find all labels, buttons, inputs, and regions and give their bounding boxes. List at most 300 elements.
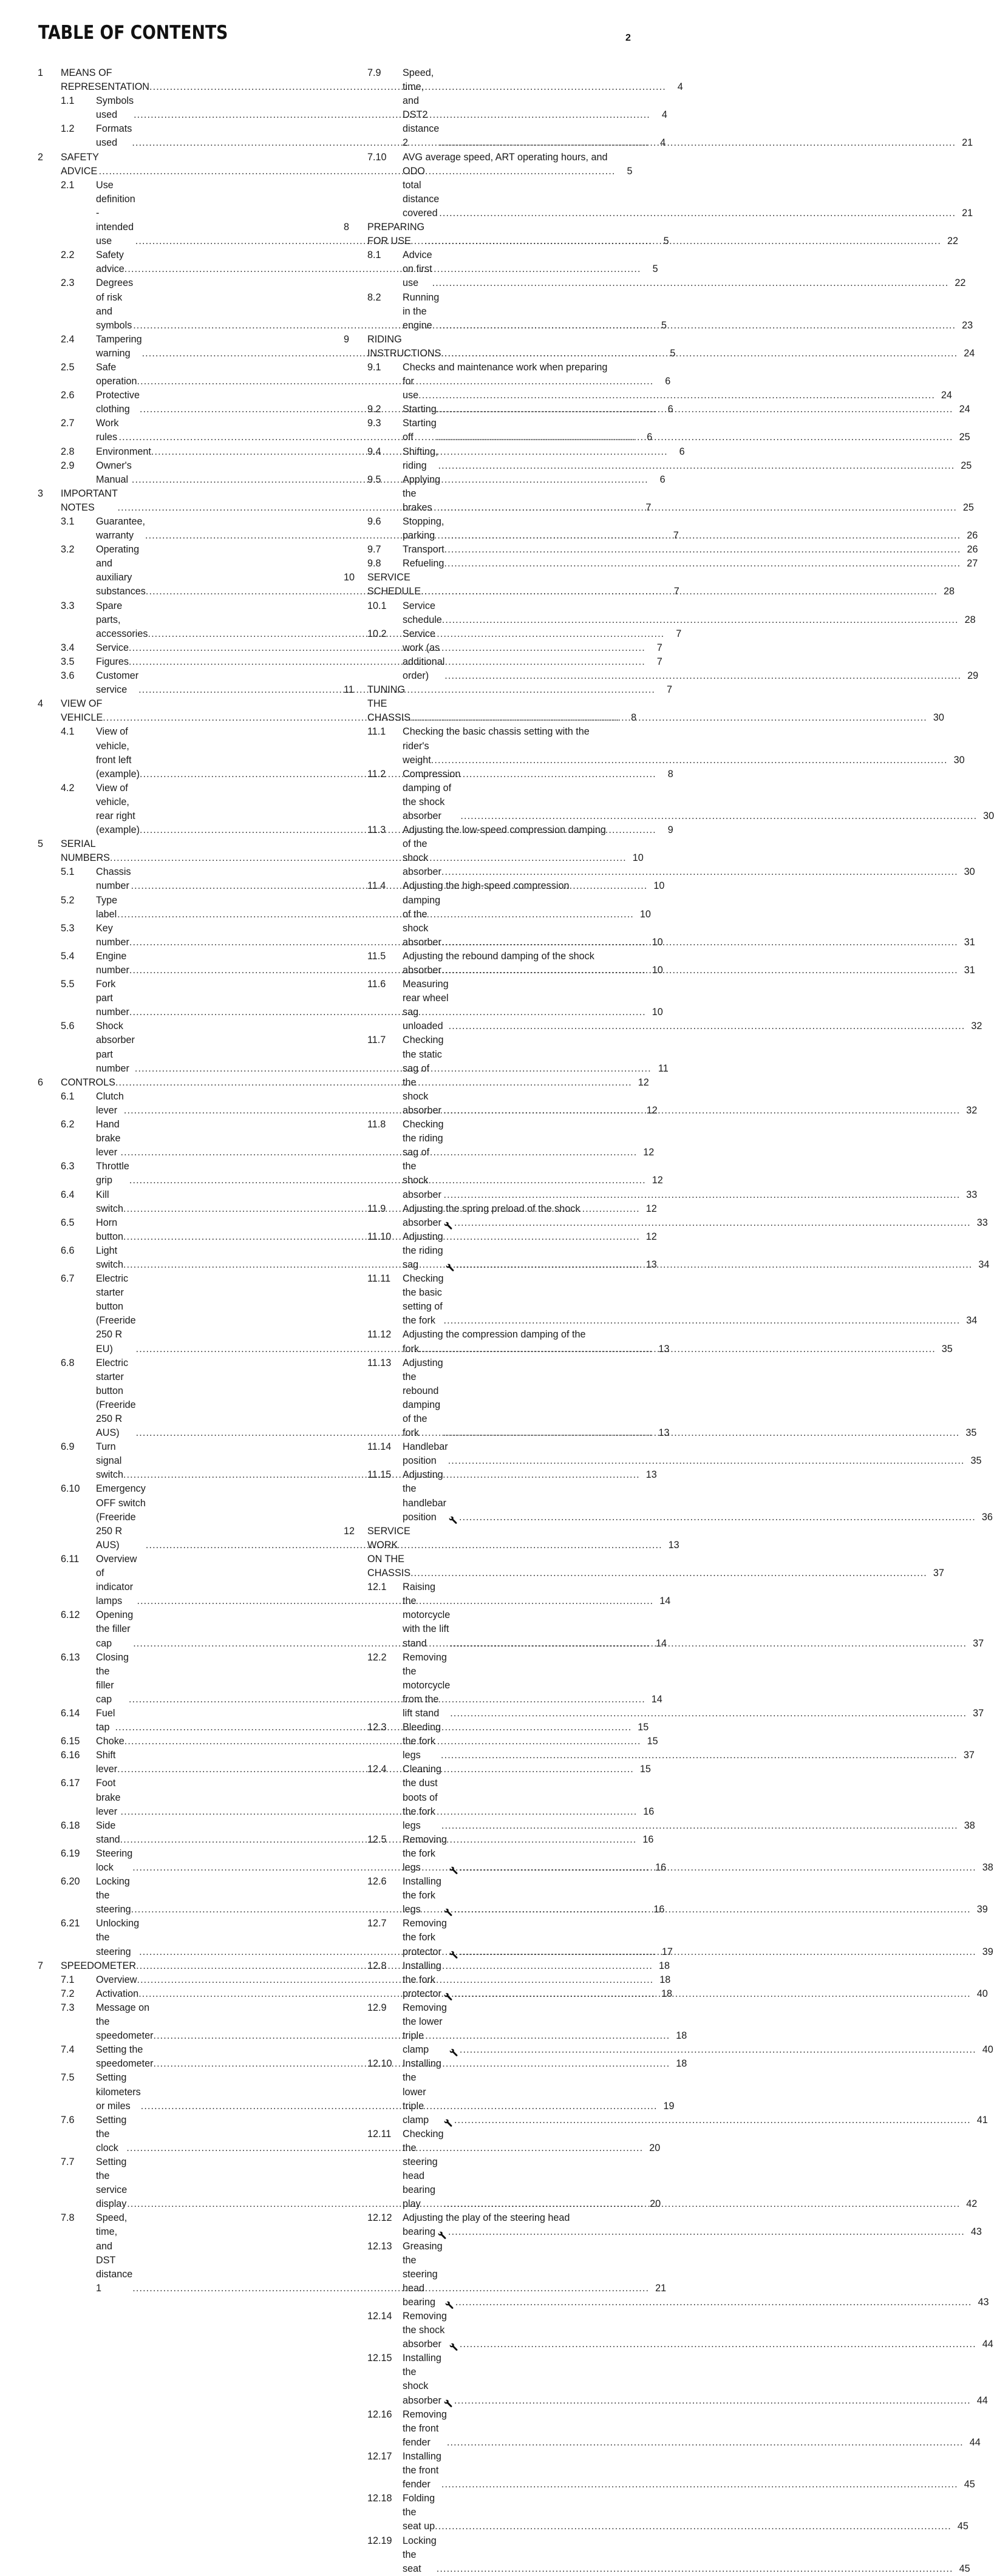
section-number: 11.7 [367, 1035, 386, 1046]
entry-title[interactable]: Installing the shock absorber [403, 2353, 444, 2406]
page-reference[interactable]: 38 [982, 1862, 993, 1873]
page-reference[interactable]: 11 [658, 1062, 669, 1074]
page-reference[interactable]: 40 [982, 2044, 993, 2056]
toc-section-entry[interactable] [38, 1987, 672, 2001]
entry-title-line2[interactable]: damping of the shock absorber [403, 894, 443, 948]
page-reference[interactable]: 32 [971, 1021, 982, 1032]
entry-title[interactable]: Setting kilometers or miles [96, 2072, 144, 2112]
page-reference[interactable]: 34 [966, 1315, 978, 1327]
toc-section-entry[interactable] [344, 2450, 975, 2492]
entry-title[interactable]: Shock absorber part number [96, 1021, 138, 1074]
entry-title[interactable]: Adjusting the play of the steering head [403, 2212, 570, 2224]
page-reference[interactable]: 12 [645, 1231, 657, 1242]
page-reference[interactable]: 43 [970, 2226, 982, 2238]
page-reference[interactable]: 37 [973, 1707, 984, 1719]
entry-title[interactable]: Compression damping of the shock absorber [403, 768, 463, 821]
entry-title[interactable]: Removing the fork legs [403, 1833, 450, 1873]
entry-title-line2[interactable]: absorber [403, 965, 441, 976]
entry-title[interactable]: Foot brake lever [96, 1778, 123, 1817]
page-reference[interactable]: 31 [964, 936, 975, 948]
entry-title[interactable]: Setting the clock [96, 2114, 129, 2153]
page-reference[interactable]: 13 [645, 1259, 657, 1270]
entry-title[interactable]: Guarantee, warranty [96, 516, 148, 542]
page-reference[interactable]: 10 [652, 965, 663, 976]
page-reference[interactable]: 41 [976, 2114, 988, 2126]
page-reference[interactable]: 12 [638, 1076, 649, 1088]
entry-title[interactable]: Removing the fork protector [403, 1918, 450, 1957]
page-reference[interactable]: 5 [661, 319, 667, 331]
page-reference[interactable]: 28 [943, 586, 955, 597]
dot-leader [448, 2225, 965, 2239]
entry-title[interactable]: Speed, time, and DST2 distance 2 [403, 67, 442, 149]
page-reference[interactable]: 33 [966, 1189, 978, 1200]
page-reference[interactable]: 13 [668, 1539, 679, 1551]
toc-section-entry[interactable] [344, 473, 974, 515]
page-reference[interactable]: 23 [962, 319, 973, 331]
page-reference[interactable]: 25 [962, 501, 974, 513]
page-reference[interactable]: 7 [666, 684, 672, 696]
toc-section-entry[interactable] [344, 1272, 978, 1328]
toc-section-entry[interactable] [344, 2240, 989, 2309]
page-reference[interactable]: 28 [964, 614, 976, 625]
page-reference[interactable]: 7 [673, 586, 679, 597]
entry-title[interactable]: Emergency OFF switch (Freeride 250 R AUS) [96, 1483, 149, 1551]
entry-title[interactable]: Throttle grip [96, 1161, 132, 1186]
dot-leader [459, 1511, 976, 1524]
entry-title[interactable]: Horn button [96, 1217, 124, 1242]
entry-title[interactable]: Message on the speedometer [96, 2002, 154, 2042]
entry-title[interactable]: Stopping, parking [403, 516, 447, 542]
toc-section-entry[interactable] [344, 627, 979, 683]
toc-section-entry[interactable] [38, 1735, 658, 1748]
page-reference[interactable]: 44 [976, 2394, 988, 2406]
toc-section-entry[interactable] [344, 1440, 982, 1468]
entry-title[interactable]: Adjusting the riding sag [403, 1231, 446, 1270]
entry-title[interactable]: Service schedule [403, 600, 442, 625]
entry-title[interactable]: SERVICE WORK ON THE CHASSIS [367, 1525, 414, 1579]
page-reference[interactable]: 15 [639, 1764, 651, 1775]
entry-title[interactable]: Light switch [96, 1245, 123, 1270]
page-reference[interactable]: 16 [642, 1833, 654, 1845]
page-reference[interactable]: 37 [973, 1637, 984, 1649]
page-reference[interactable]: 27 [967, 558, 978, 569]
page-reference[interactable]: 42 [966, 2198, 978, 2210]
page-reference[interactable]: 4 [660, 137, 666, 149]
entry-title[interactable]: Adjusting the high-speed compression [403, 880, 570, 892]
entry-title[interactable]: Cleaning the dust boots of the fork legs [403, 1764, 444, 1831]
page-reference[interactable]: 20 [650, 2198, 661, 2210]
toc-section-entry[interactable] [344, 557, 978, 571]
section-number: 12.11 [367, 2128, 392, 2139]
entry-title[interactable]: MEANS OF REPRESENTATION [61, 67, 150, 93]
page-reference[interactable]: 4 [677, 81, 683, 93]
page-reference[interactable]: 19 [663, 2100, 675, 2112]
entry-title[interactable]: Greasing the steering head bearing [403, 2240, 446, 2308]
entry-title[interactable]: Fork part number [96, 979, 129, 1018]
entry-title[interactable]: Side stand [96, 1820, 120, 1845]
entry-title[interactable]: Turn signal switch [96, 1441, 124, 1481]
entry-title[interactable]: Adjusting the rebound damping of the fork [403, 1357, 446, 1439]
entry-title[interactable]: Checks and maintenance work when preparing [403, 361, 608, 373]
toc-chapter-entry[interactable] [344, 220, 958, 248]
toc-section-entry[interactable] [344, 66, 973, 151]
entry-title[interactable]: Figures [96, 656, 129, 667]
entry-title[interactable]: Tampering warning [96, 333, 145, 359]
entry-title[interactable]: Installing the fork protector [403, 1960, 444, 1999]
page-reference[interactable]: 21 [962, 207, 973, 219]
page-reference[interactable]: 5 [663, 236, 669, 247]
entry-title[interactable]: Adjusting the handlebar position [403, 1469, 449, 1523]
entry-title[interactable]: Work rules [96, 418, 121, 443]
entry-title[interactable]: CONTROLS [61, 1076, 115, 1088]
page-reference[interactable]: 10 [632, 852, 644, 864]
entry-title[interactable]: Choke [96, 1736, 124, 1747]
page-reference[interactable]: 16 [643, 1806, 655, 1817]
page-reference[interactable]: 39 [982, 1946, 993, 1957]
page-reference[interactable]: 22 [947, 236, 958, 247]
toc-chapter-entry[interactable] [38, 1076, 649, 1090]
page-reference[interactable]: 30 [953, 754, 965, 766]
page-number: 2 [625, 33, 631, 43]
page-reference[interactable]: 5 [627, 165, 633, 177]
entry-title[interactable]: Symbols used [96, 95, 137, 121]
page-reference[interactable]: 8 [667, 768, 673, 780]
entry-title[interactable]: Starting [403, 404, 437, 415]
entry-title[interactable]: Safety advice [96, 250, 127, 275]
page-reference[interactable]: 6 [659, 474, 666, 485]
page-reference[interactable]: 12 [643, 1147, 655, 1158]
page-reference[interactable]: 10 [652, 936, 663, 948]
page-reference[interactable]: 45 [964, 2479, 975, 2490]
entry-title[interactable]: IMPORTANT NOTES [61, 488, 121, 513]
toc-section-entry[interactable] [344, 2408, 981, 2450]
toc-section-entry[interactable] [344, 2492, 968, 2534]
entry-title[interactable]: Chassis number [96, 866, 134, 892]
entry-title[interactable]: Setting the speedometer [96, 2044, 154, 2070]
section-number: 11.10 [367, 1231, 392, 1242]
page-reference[interactable]: 24 [964, 347, 975, 359]
entry-title-continuation [403, 165, 973, 220]
page-reference[interactable]: 8 [631, 712, 637, 724]
entry-title[interactable]: Operating and auxiliary substances [96, 544, 146, 597]
entry-title[interactable]: Measuring rear wheel sag unloaded [403, 979, 452, 1032]
page-reference[interactable]: 39 [976, 1904, 988, 1915]
entry-title[interactable]: Checking the basic setting of the fork [403, 1273, 446, 1327]
toc-chapter-entry[interactable] [344, 333, 975, 361]
entry-title[interactable]: Fuel tap [96, 1707, 118, 1733]
page-reference[interactable]: 16 [653, 1904, 665, 1915]
page-reference[interactable]: 18 [661, 1988, 672, 1999]
entry-title[interactable]: Starting off [403, 418, 440, 443]
toc-section-entry[interactable] [38, 122, 666, 150]
entry-title[interactable]: Clutch lever [96, 1090, 127, 1116]
entry-title[interactable]: Bleeding the fork legs [403, 1722, 444, 1761]
entry-title[interactable]: Setting the service display [96, 2156, 130, 2210]
page-reference[interactable]: 5 [670, 347, 676, 359]
entry-title[interactable]: Checking the riding sag of the shock absorber [403, 1119, 446, 1200]
entry-title[interactable]: Locking the seat [403, 2535, 440, 2574]
entry-title[interactable]: Formats used [96, 123, 135, 149]
entry-title[interactable]: Degrees of risk and symbols [96, 277, 136, 331]
entry-title[interactable]: Protective clothing [96, 390, 143, 415]
page-reference[interactable]: 26 [967, 544, 978, 556]
entry-title[interactable]: SPEEDOMETER [61, 1960, 137, 1971]
page-reference[interactable]: 22 [955, 277, 966, 289]
toc-section-entry[interactable] [344, 416, 970, 444]
page-reference[interactable]: 30 [983, 810, 994, 821]
page-reference[interactable]: 7 [656, 656, 662, 667]
page-reference[interactable]: 6 [647, 432, 653, 443]
dot-leader [431, 753, 948, 767]
toc-section-entry[interactable] [344, 543, 978, 557]
entry-title[interactable]: Customer service [96, 670, 141, 696]
entry-title[interactable]: Speed, time, and DST distance 1 [96, 2212, 135, 2294]
entry-title-line2[interactable]: bearing [403, 2226, 436, 2238]
entry-title[interactable]: Shifting, riding [403, 446, 441, 471]
entry-title[interactable]: TUNING THE CHASSIS [367, 684, 411, 724]
page-reference[interactable]: 44 [969, 2436, 981, 2448]
entry-title[interactable]: Running in the engine [403, 291, 442, 331]
page-reference[interactable]: 34 [978, 1259, 990, 1270]
entry-title[interactable]: RIDING INSTRUCTIONS [367, 333, 441, 359]
page-reference[interactable]: 7 [676, 628, 682, 639]
entry-title[interactable]: Handlebar position [403, 1441, 451, 1467]
entry-title[interactable]: Refueling [403, 558, 444, 569]
page-reference[interactable]: 13 [658, 1427, 670, 1439]
toc-section-entry[interactable] [38, 641, 662, 655]
toc-section-entry[interactable] [344, 2351, 988, 2407]
entry-title[interactable]: Closing the filler cap [96, 1651, 132, 1705]
page-reference[interactable]: 13 [645, 1469, 657, 1481]
entry-title[interactable]: Adjusting the rebound damping of the shock [403, 950, 594, 962]
entry-title[interactable]: Overview [96, 1974, 137, 1985]
page-reference[interactable]: 21 [962, 137, 973, 149]
page-reference[interactable]: 13 [658, 1343, 670, 1354]
page-reference[interactable]: 17 [661, 1946, 673, 1957]
entry-title[interactable]: Engine number [96, 950, 129, 976]
page-reference[interactable]: 29 [967, 670, 979, 682]
toc-section-entry[interactable] [344, 2534, 970, 2576]
entry-title[interactable]: Removing the motorcycle from the lift stand [403, 1651, 453, 1719]
entry-title[interactable]: Owner's Manual [96, 460, 135, 485]
entry-title[interactable]: Removing the shock absorber [403, 2311, 450, 2350]
entry-title[interactable]: View of vehicle, front left (example) [96, 726, 140, 780]
toc-chapter-entry[interactable] [344, 571, 955, 599]
page-reference[interactable]: 43 [978, 2296, 989, 2308]
entry-title[interactable]: Electric starter button (Freeride 250 R AUS) [96, 1357, 139, 1439]
entry-title[interactable]: Adjusting the spring preload of the shock [403, 1203, 580, 1214]
toc-section-entry[interactable] [344, 1356, 977, 1441]
page-reference[interactable]: 7 [673, 530, 679, 542]
page-reference[interactable]: 12 [646, 1104, 658, 1116]
page-reference[interactable]: 38 [964, 1820, 975, 1831]
page-reference[interactable]: 18 [676, 2030, 687, 2042]
page-reference[interactable]: 12 [652, 1175, 663, 1186]
entry-title[interactable]: Use definition - intended use [96, 179, 138, 247]
section-number: 5.3 [61, 922, 75, 934]
page-reference[interactable]: 32 [966, 1104, 978, 1116]
entry-title-line2[interactable]: rider's weight [403, 740, 432, 766]
page-reference[interactable]: 31 [964, 965, 975, 976]
entry-title[interactable]: Adjusting the low-speed compression damping [403, 824, 606, 836]
page-reference[interactable]: 24 [941, 390, 952, 401]
page-reference[interactable]: 16 [655, 1862, 667, 1873]
toc-section-entry[interactable] [38, 94, 667, 122]
page-reference[interactable]: 30 [964, 866, 975, 878]
entry-title[interactable]: Spare parts, accessories [96, 600, 148, 639]
entry-title-line2[interactable]: of the shock absorber [403, 838, 441, 878]
entry-title[interactable]: Steering lock [96, 1847, 135, 1873]
section-number: 12.10 [367, 2058, 392, 2070]
page-reference[interactable]: 25 [959, 432, 970, 443]
entry-title-line2[interactable]: absorber [403, 1217, 441, 1228]
page-reference[interactable]: 4 [661, 109, 667, 121]
entry-title[interactable]: Removing the lower triple clamp [403, 2002, 450, 2056]
page-reference[interactable]: 37 [963, 1750, 975, 1761]
toc-section-entry[interactable] [38, 1090, 658, 1118]
entry-title[interactable]: Environment [96, 446, 151, 457]
entry-title[interactable]: SERVICE SCHEDULE [367, 572, 421, 597]
section-number: 12.9 [367, 2002, 387, 2013]
page-reference[interactable]: 6 [679, 446, 685, 457]
page-reference[interactable]: 10 [639, 908, 651, 920]
entry-title[interactable]: VIEW OF VEHICLE [61, 698, 105, 724]
page-reference[interactable]: 24 [959, 404, 970, 415]
section-number: 9 [344, 333, 350, 345]
page-reference[interactable]: 26 [967, 530, 978, 542]
entry-title[interactable]: Overview of indicator lamps [96, 1553, 140, 1607]
page-reference[interactable]: 35 [941, 1343, 953, 1354]
toc-section-entry[interactable] [38, 1973, 671, 1987]
page-reference[interactable]: 25 [961, 460, 972, 471]
page-reference[interactable]: 37 [933, 1568, 944, 1579]
entry-title[interactable]: Removing the front fender [403, 2408, 450, 2448]
entry-title[interactable]: Checking the basic chassis setting with the [403, 726, 590, 738]
entry-title[interactable]: Unlocking the steering [96, 1918, 142, 1957]
toc-section-entry[interactable] [38, 922, 663, 950]
page-reference[interactable]: 7 [656, 642, 662, 653]
entry-title-line2[interactable]: ODO total distance covered [403, 165, 442, 219]
entry-title[interactable]: Electric starter button (Freeride 250 R EU) [96, 1273, 139, 1354]
toc-section-entry[interactable] [344, 445, 972, 473]
page-reference[interactable]: 15 [638, 1722, 649, 1733]
entry-title[interactable]: Kill switch [96, 1189, 123, 1214]
dot-leader [454, 1216, 971, 1230]
page-reference[interactable]: 14 [656, 1637, 667, 1649]
entry-title[interactable]: Installing the lower triple clamp [403, 2058, 444, 2126]
entry-title[interactable]: Adjusting the compression damping of the [403, 1329, 586, 1341]
page-reference[interactable]: 35 [970, 1455, 982, 1467]
entry-title[interactable]: Checking the static sag of the shock absorber [403, 1035, 446, 1116]
entry-title[interactable]: Raising the motorcycle with the lift stand [403, 1582, 453, 1649]
page-reference[interactable]: 10 [653, 880, 665, 892]
page-reference[interactable]: 6 [667, 404, 673, 415]
page-reference[interactable]: 12 [645, 1203, 657, 1214]
entry-title[interactable]: Type label [96, 894, 120, 920]
page-reference[interactable]: 20 [649, 2142, 661, 2153]
entry-title[interactable]: SAFETY ADVICE [61, 151, 101, 177]
toc-section-entry[interactable] [344, 361, 952, 403]
entry-title[interactable]: Safe operation [96, 361, 137, 387]
entry-title[interactable]: Installing the front fender [403, 2450, 444, 2490]
entry-title[interactable]: Locking the steering [96, 1876, 133, 1915]
page-reference[interactable]: 14 [651, 1693, 662, 1705]
entry-title[interactable]: Service work (as additional order) [403, 628, 448, 682]
page-reference[interactable]: 18 [659, 1974, 671, 1985]
entry-title[interactable]: Folding the seat up [403, 2493, 438, 2532]
page-reference[interactable]: 9 [667, 824, 673, 836]
toc-section-entry[interactable] [344, 151, 973, 220]
dot-leader [444, 529, 961, 543]
entry-title[interactable]: Applying the brakes [403, 474, 443, 513]
toc-section-entry[interactable] [344, 248, 966, 290]
entry-title[interactable]: Key number [96, 922, 129, 948]
entry-title[interactable]: AVG average speed, ART operating hours, and [403, 151, 608, 163]
entry-title[interactable]: Hand brake lever [96, 1119, 123, 1158]
page-reference[interactable]: 18 [658, 1960, 670, 1971]
section-number: 11.11 [367, 1273, 391, 1285]
page-reference[interactable]: 33 [976, 1217, 988, 1228]
page-reference[interactable]: 14 [659, 1596, 671, 1607]
entry-title[interactable]: Opening the filler cap [96, 1609, 136, 1649]
page-reference[interactable]: 45 [959, 2563, 970, 2574]
toc-section-entry[interactable] [344, 725, 965, 767]
toc-section-entry[interactable] [38, 1160, 663, 1188]
toc-section-entry[interactable] [344, 291, 973, 333]
entry-title[interactable]: SERIAL NUMBERS [61, 838, 110, 864]
page-reference[interactable]: 6 [665, 376, 671, 387]
page-reference[interactable]: 15 [647, 1736, 658, 1747]
dot-leader [460, 2043, 976, 2057]
entry-title[interactable]: Service [96, 642, 129, 653]
toc-section-entry[interactable] [344, 403, 970, 416]
entry-body [403, 767, 994, 823]
entry-title[interactable]: Activation [96, 1988, 139, 1999]
page-reference[interactable]: 30 [933, 712, 944, 724]
page-reference[interactable]: 36 [981, 1511, 993, 1523]
entry-title[interactable]: Advice on first use [403, 250, 435, 289]
toc-section-entry[interactable] [344, 2211, 982, 2239]
toc-section-entry[interactable] [38, 655, 662, 669]
entry-title-line2[interactable]: for use [403, 376, 419, 401]
section-number: 10 [344, 572, 355, 583]
toc-section-entry[interactable] [344, 2309, 993, 2351]
toc-section-entry[interactable] [344, 599, 976, 627]
page-reference[interactable]: 35 [965, 1427, 977, 1439]
entry-title[interactable]: Shift lever [96, 1750, 118, 1775]
entry-body [403, 473, 974, 515]
entry-title[interactable]: PREPARING FOR USE [367, 222, 427, 247]
entry-title[interactable]: Transport [403, 544, 444, 556]
section-number: 6.3 [61, 1161, 75, 1172]
page-reference[interactable]: 18 [676, 2058, 687, 2070]
entry-title[interactable]: Checking the steering head bearing play [403, 2128, 446, 2210]
toc-section-entry[interactable] [344, 767, 994, 823]
entry-title[interactable]: Installing the fork legs [403, 1876, 444, 1915]
page-reference[interactable]: 21 [655, 2282, 667, 2294]
page-reference[interactable]: 7 [645, 501, 652, 513]
entry-title-line2[interactable]: fork [403, 1343, 419, 1354]
toc-chapter-entry[interactable] [344, 683, 944, 725]
page-reference[interactable]: 40 [976, 1988, 988, 1999]
page-reference[interactable]: 45 [957, 2521, 968, 2532]
page-reference[interactable]: 5 [652, 263, 658, 275]
dot-leader [444, 557, 961, 571]
entry-title[interactable]: View of vehicle, rear right (example) [96, 782, 140, 836]
page-reference[interactable]: 44 [982, 2339, 993, 2350]
toc-section-entry[interactable] [344, 515, 978, 543]
page-reference[interactable]: 10 [652, 1007, 663, 1018]
